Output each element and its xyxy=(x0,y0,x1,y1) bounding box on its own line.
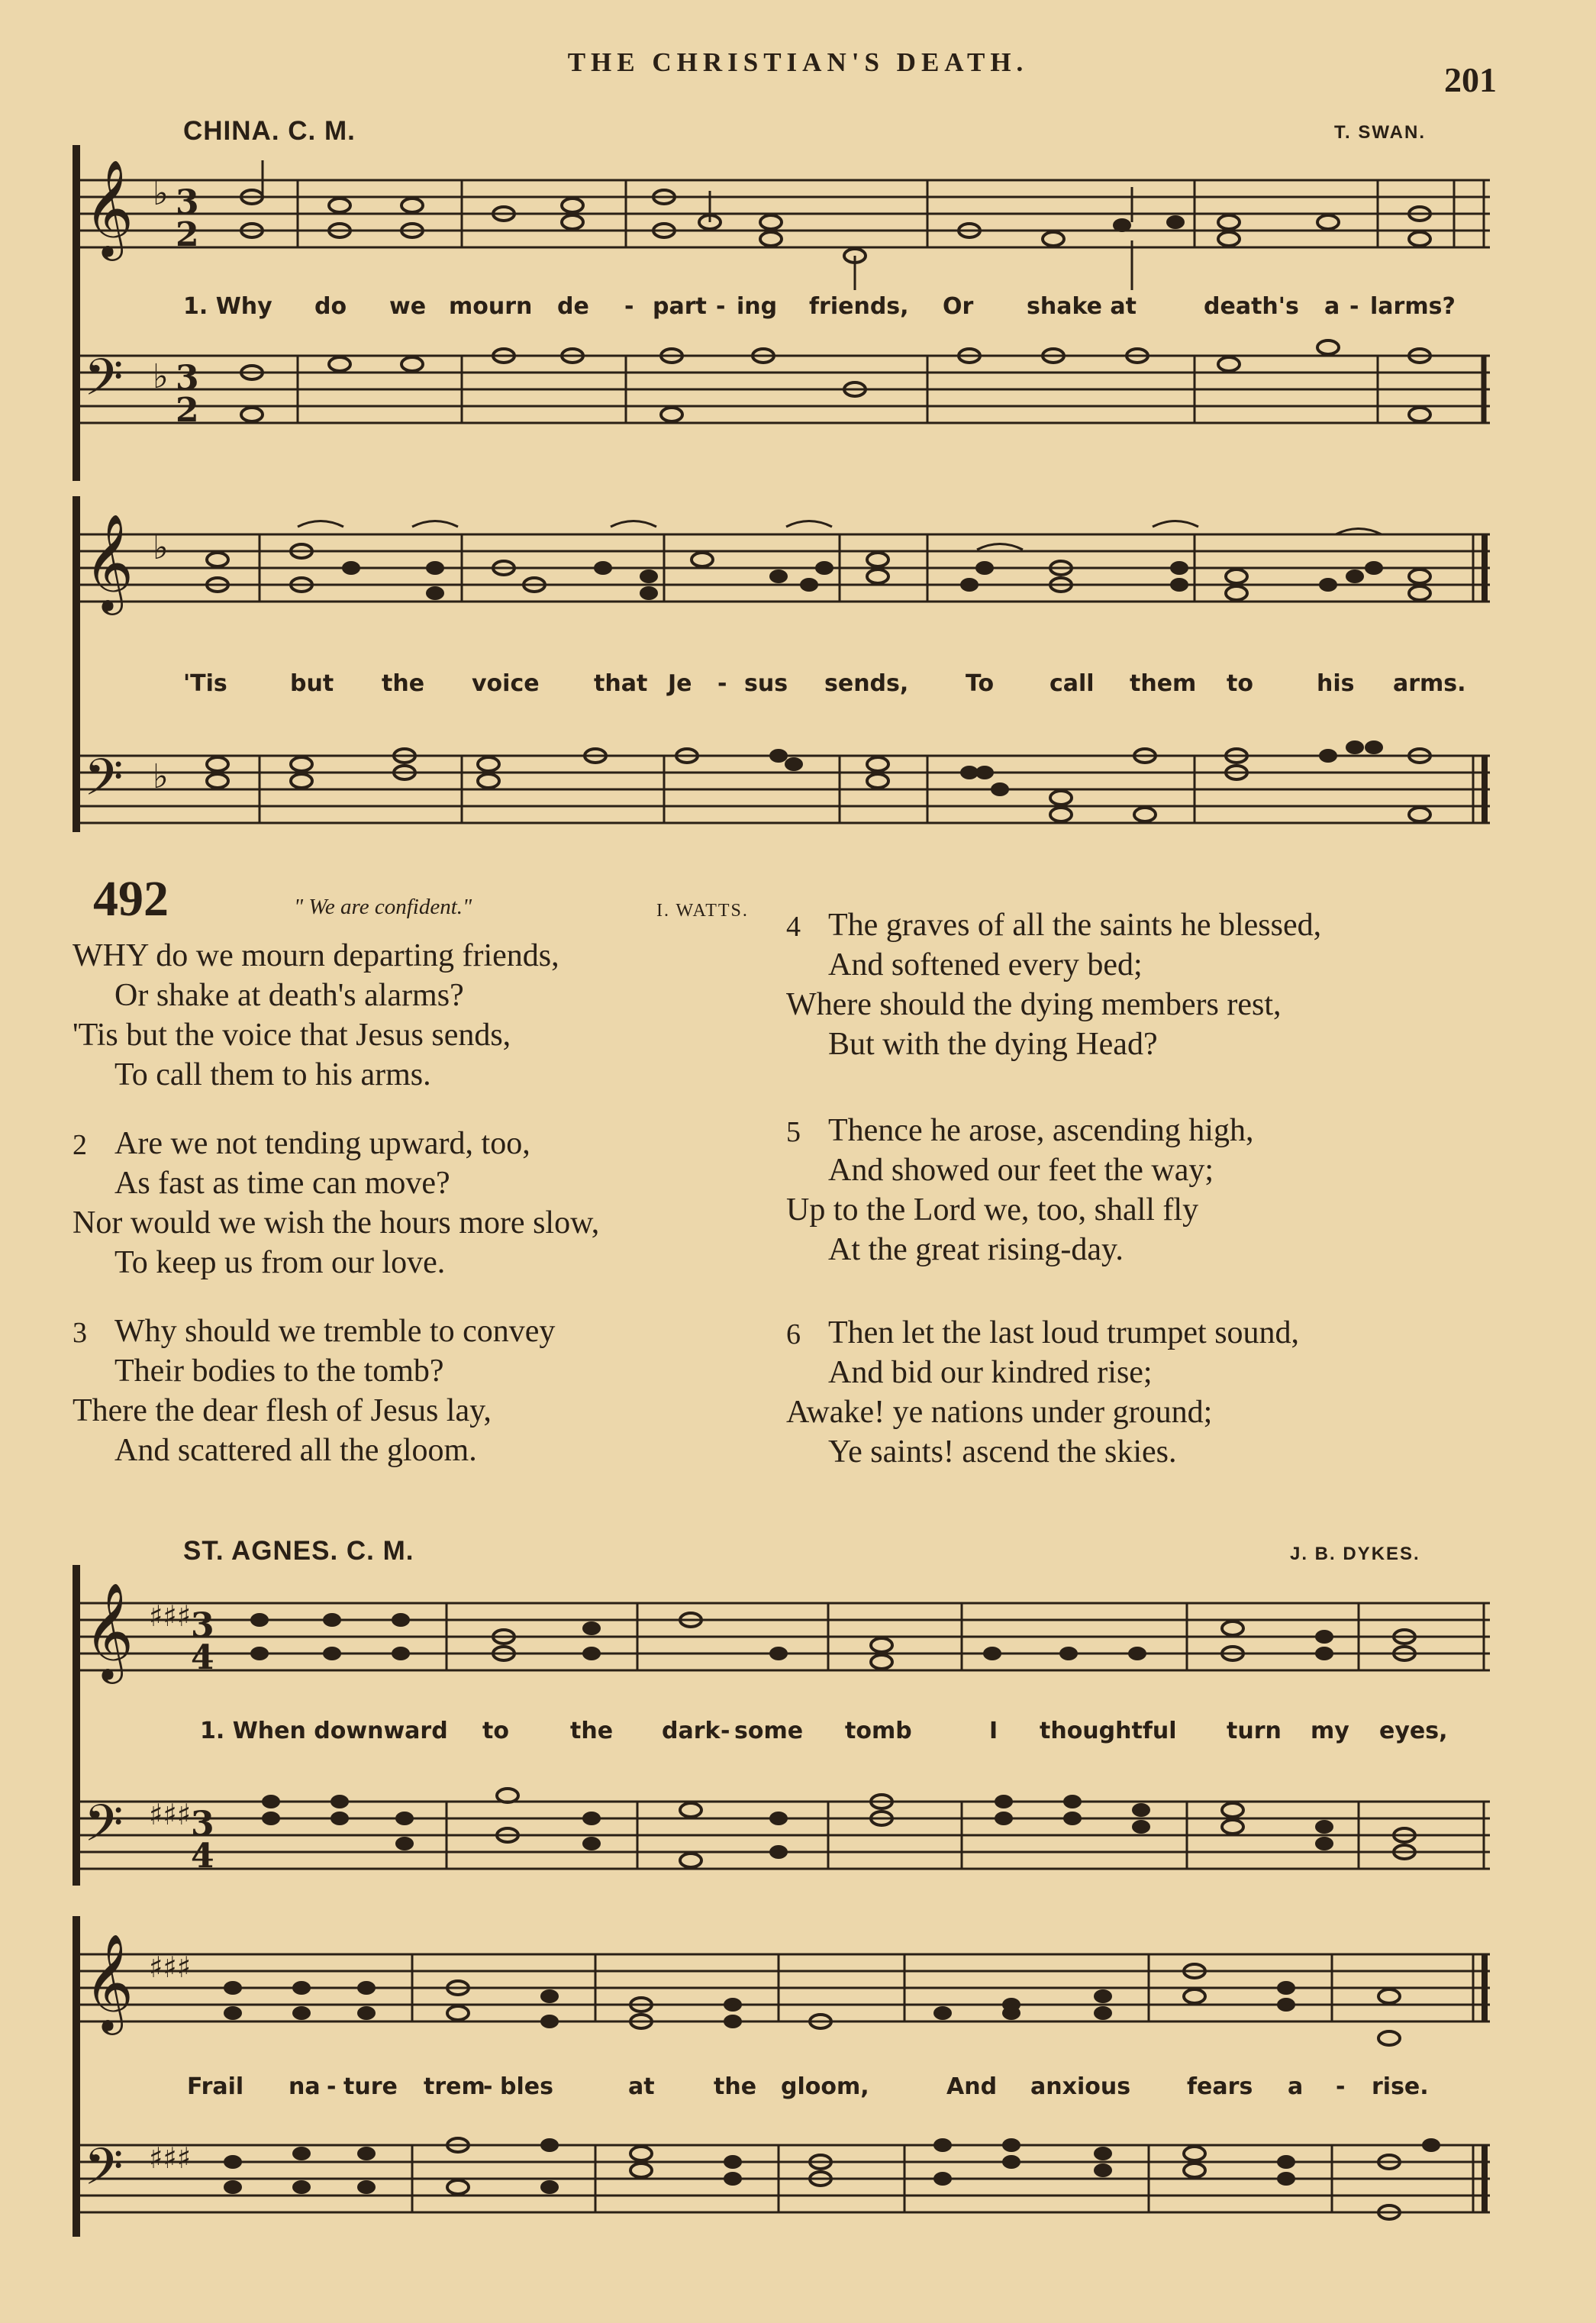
bass-clef-icon: 𝄢 xyxy=(84,348,124,419)
stanza-5: 5 Thence he arose, ascending high, And showed our feet the way; Up to the Lord we, too, shall fly At the great rising-day. xyxy=(786,1113,1254,1267)
sharps-icon: ♯♯♯ xyxy=(149,2141,192,2175)
time-sig-top: 3 xyxy=(191,1805,214,1844)
hymn-motto: " We are confident." xyxy=(294,895,472,919)
system-brace xyxy=(73,1565,80,1886)
tune-title-china: CHINA. C. M. xyxy=(183,116,356,146)
stanza-2: 2 Are we not tending upward, too, As fast as time can move? Nor would we wish the hours more slow, To keep us from our love. xyxy=(73,1126,600,1280)
bass-staff xyxy=(76,1802,1490,1869)
china-system-2 xyxy=(0,496,1596,855)
hymn-author: I. WATTS. xyxy=(656,901,749,921)
time-sig-bottom: 4 xyxy=(191,1638,214,1677)
time-sig-top: 3 xyxy=(176,183,199,222)
treble-staff xyxy=(76,534,1490,602)
time-sig-bottom: 4 xyxy=(191,1837,214,1876)
bass-clef-icon: 𝄢 xyxy=(84,2137,124,2208)
bass-clef-icon: 𝄢 xyxy=(84,1794,124,1865)
composer-dykes: J. B. DYKES. xyxy=(1290,1544,1420,1564)
treble-staff xyxy=(76,180,1490,247)
time-sig-bottom: 2 xyxy=(176,215,199,254)
bass-staff xyxy=(76,756,1490,823)
system-brace xyxy=(73,1916,80,2237)
treble-clef-icon: 𝄞 xyxy=(84,1582,134,1679)
treble-clef-icon: 𝄞 xyxy=(84,159,134,256)
flat-icon: ♭ xyxy=(153,174,169,213)
system-brace xyxy=(73,496,80,832)
system-brace xyxy=(73,145,80,481)
sharps-icon: ♯♯♯ xyxy=(149,1798,192,1831)
bass-clef-icon: 𝄢 xyxy=(84,748,124,819)
flat-icon: ♭ xyxy=(153,528,169,567)
tune-title-st-agnes: ST. AGNES. C. M. xyxy=(183,1536,414,1566)
running-header: THE CHRISTIAN'S DEATH. xyxy=(567,47,1029,77)
stanza-6: 6 Then let the last loud trumpet sound, And bid our kindred rise; Awake! ye nations under ground; Ye saints! ascend the skies. xyxy=(786,1315,1300,1470)
stanza-4: 4 The graves of all the saints he blessed, And softened every bed; Where should the dying members rest, But with the dying Head? xyxy=(786,908,1322,1062)
page-number: 201 xyxy=(1444,60,1497,99)
time-sig-bottom: 2 xyxy=(176,391,199,430)
treble-staff xyxy=(76,1603,1490,1670)
time-sig-top: 3 xyxy=(176,359,199,398)
bass-staff xyxy=(76,356,1490,423)
time-sig-top: 3 xyxy=(191,1606,214,1645)
note-heads xyxy=(447,1964,1400,2219)
stanza-3: 3 Why should we tremble to convey Their bodies to the tomb? There the dear flesh of Jesus lay, And scattered all the gloom. xyxy=(73,1314,556,1468)
composer-swan: T. SWAN. xyxy=(1334,122,1427,143)
sharps-icon: ♯♯♯ xyxy=(149,1950,192,1984)
treble-clef-icon: 𝄞 xyxy=(84,513,134,611)
flat-icon: ♭ xyxy=(153,757,169,796)
sharps-icon: ♯♯♯ xyxy=(149,1599,192,1633)
flat-icon: ♭ xyxy=(153,357,169,396)
treble-clef-icon: 𝄞 xyxy=(84,1933,134,2031)
stanza-1: WHY do we mourn departing friends, Or shake at death's alarms? 'Tis but the voice that Jesus sends, To call them to his arms. xyxy=(73,938,559,1092)
hymn-number: 492 xyxy=(93,871,169,927)
